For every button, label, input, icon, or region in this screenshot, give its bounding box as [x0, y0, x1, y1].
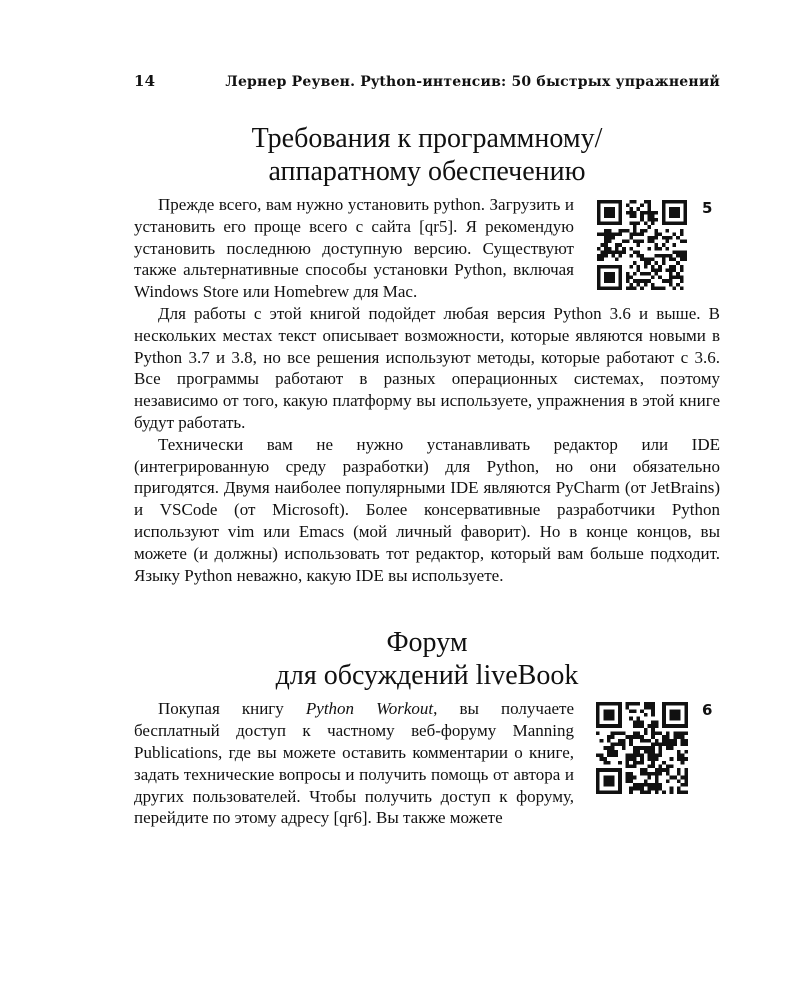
- book-page: [134, 72, 720, 829]
- section-heading-forum: [134, 626, 720, 692]
- running-title: Лернер Реувен. Python-интенсив: 50 быстрых упражнений: [225, 74, 720, 90]
- page-number: 14: [134, 72, 156, 90]
- paragraph: Технически вам не нужно устанавливать редактор или IDE (интегрированную среду разработки) для Python, но они обязательно пригодятся. Двумя наиболее популярными IDE являются PyCharm (от JetBrains) и VSCode (от Microsoft). Более консервативные разработчики Python используют vim или Emacs (мой личный фаворит). Но в конце концов, вы можете (и должны) использовать тот редактор, который вам больше подходит. Языку Python неважно, какую IDE вы используете.: [134, 434, 720, 585]
- qr-reference-number: 5: [702, 199, 713, 217]
- paragraph: Прежде всего, вам нужно установить python. Загрузить и установить его проще всего с сайта [qr5]. Я рекомендую установить последнюю доступную версию. Существуют также альтернативные способы установки Python, включая Windows Store или Homebrew для Mac.: [134, 195, 574, 302]
- qr-code-icon: [590, 200, 694, 290]
- heading-line: Требования к программному/: [251, 123, 603, 154]
- qr-code-icon: [590, 702, 694, 794]
- heading-line: для обсуждений liveBook: [275, 660, 579, 692]
- section-body-requirements: [134, 194, 720, 586]
- qr-code-5: [590, 200, 720, 292]
- section-heading-requirements: [134, 122, 720, 188]
- heading-line: Форум: [386, 627, 468, 659]
- paragraph: Для работы с этой книгой подойдет любая версия Python 3.6 и выше. В нескольких местах текст описывает возможности, которые являются новыми в Python 3.7 и 3.8, но все решения используют методы, которые работают с 3.6. Все программы работают в разных операционных системах, поэтому независимо от того, какую платформу вы используете, упражнения в этой книге будут работать.: [134, 303, 720, 432]
- heading-line: аппаратному обеспечению: [268, 156, 586, 187]
- paragraph-text: Покупая книгу: [158, 699, 306, 719]
- qr-code-6: [590, 702, 720, 796]
- qr-reference-number: 6: [702, 701, 713, 720]
- section-body-forum: [134, 698, 720, 829]
- book-title: Python Workout: [305, 699, 434, 719]
- running-header: [134, 72, 720, 94]
- paragraph-text: , вы получаете бесплатный доступ к частному веб-форуму Manning Publications, где вы можете оставить комментарии о книге, задать технические вопросы и получить помощь от автора и других пользователей. Чтобы получить доступ к форуму, перейдите по этому адресу [qr6]. Вы также можете: [134, 699, 575, 828]
